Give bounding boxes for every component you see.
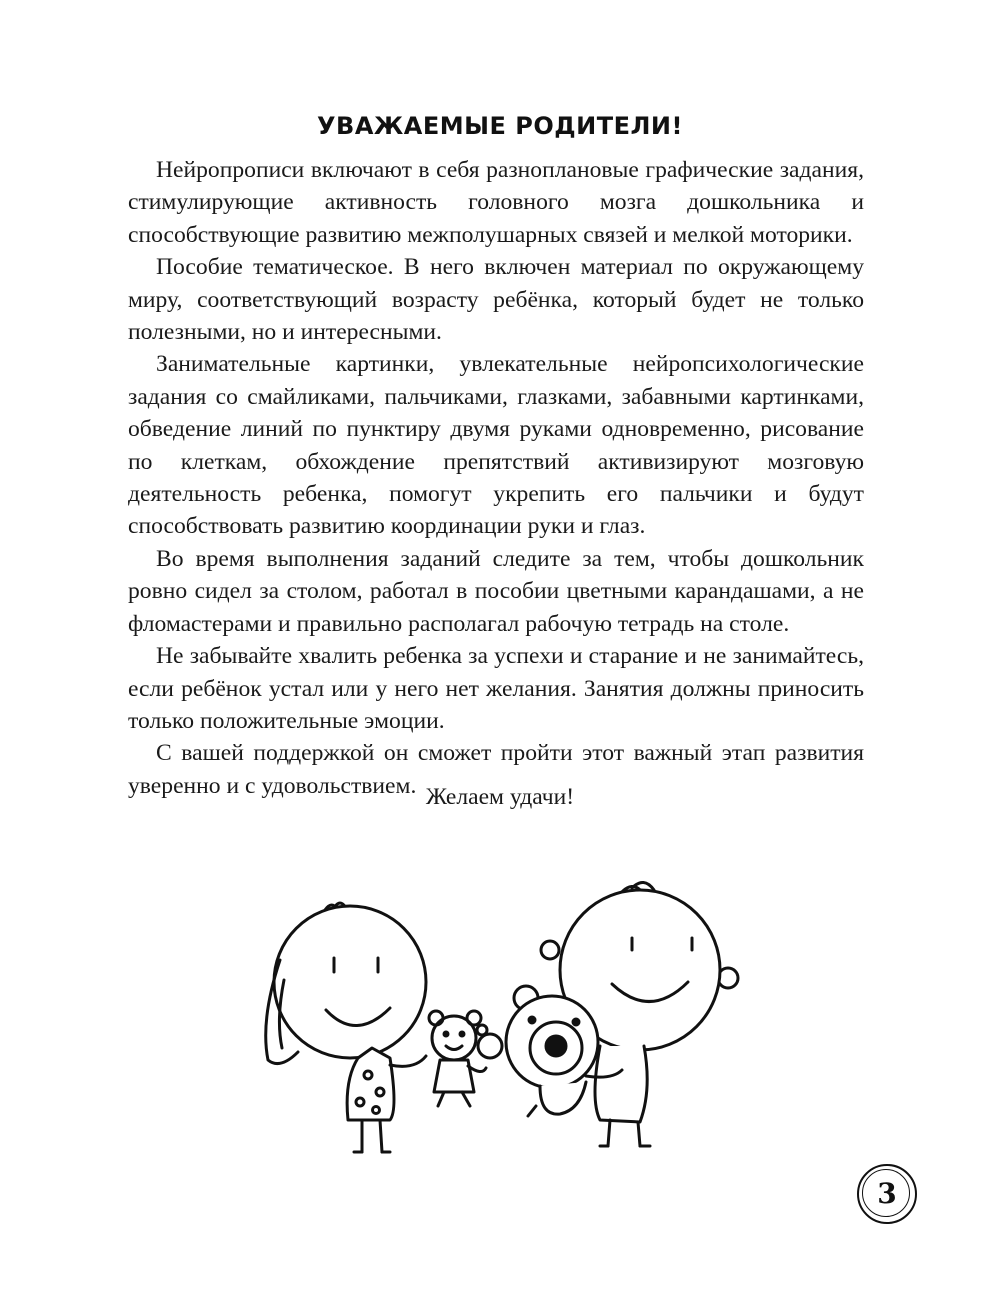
paragraph: С вашей поддержкой он сможет пройти этот важный этап развития уверенно и с удовольствием. (128, 740, 864, 799)
paragraph: Занимательные картинки, увлекательные нейропсихологические задания со смайликами, пальчиками, глазками, забавными картинками, обведение линий по пунктиру двумя руками одновременно, рисование по клеткам, обхождение препятствий активизируют мозговую деятельность ребенка, помогут укрепить его пальчики и будут способствовать развитию координации руки и глаз. (128, 351, 864, 540)
paragraph: Нейропрописи включают в себя разноплановые графические задания, стимулирующие активность головного мозга дошкольника и способствующие развитию межполушарных связей и мелкой моторики. (128, 157, 864, 248)
paragraph: Пособие тематическое. В него включен материал по окружающему миру, соответствующий возрасту ребёнка, который будет не только полезными, но и интересными. (128, 254, 864, 346)
page-number-label: 3 (877, 1177, 897, 1210)
children-illustration (240, 870, 760, 1160)
girl-figure (266, 903, 426, 1152)
paragraph: Не забывайте хвалить ребенка за успехи и старание и не занимайтесь, если ребёнок устал или у него нет желания. Занятия должны приносить только положительные эмоции. (128, 643, 864, 734)
body-text (128, 154, 864, 802)
page-number (857, 1164, 917, 1224)
closing-wish: Желаем удачи! (425, 784, 575, 810)
doll-figure (429, 1011, 487, 1106)
paragraph: Во время выполнения заданий следите за тем, чтобы дошкольник ровно сидел за столом, работал в пособии цветными карандашами, а не фломастерами и правильно располагал рабочую тетрадь на столе. (128, 545, 864, 637)
page-title: УВАЖАЕМЫЕ РОДИТЕЛИ! (317, 112, 683, 140)
